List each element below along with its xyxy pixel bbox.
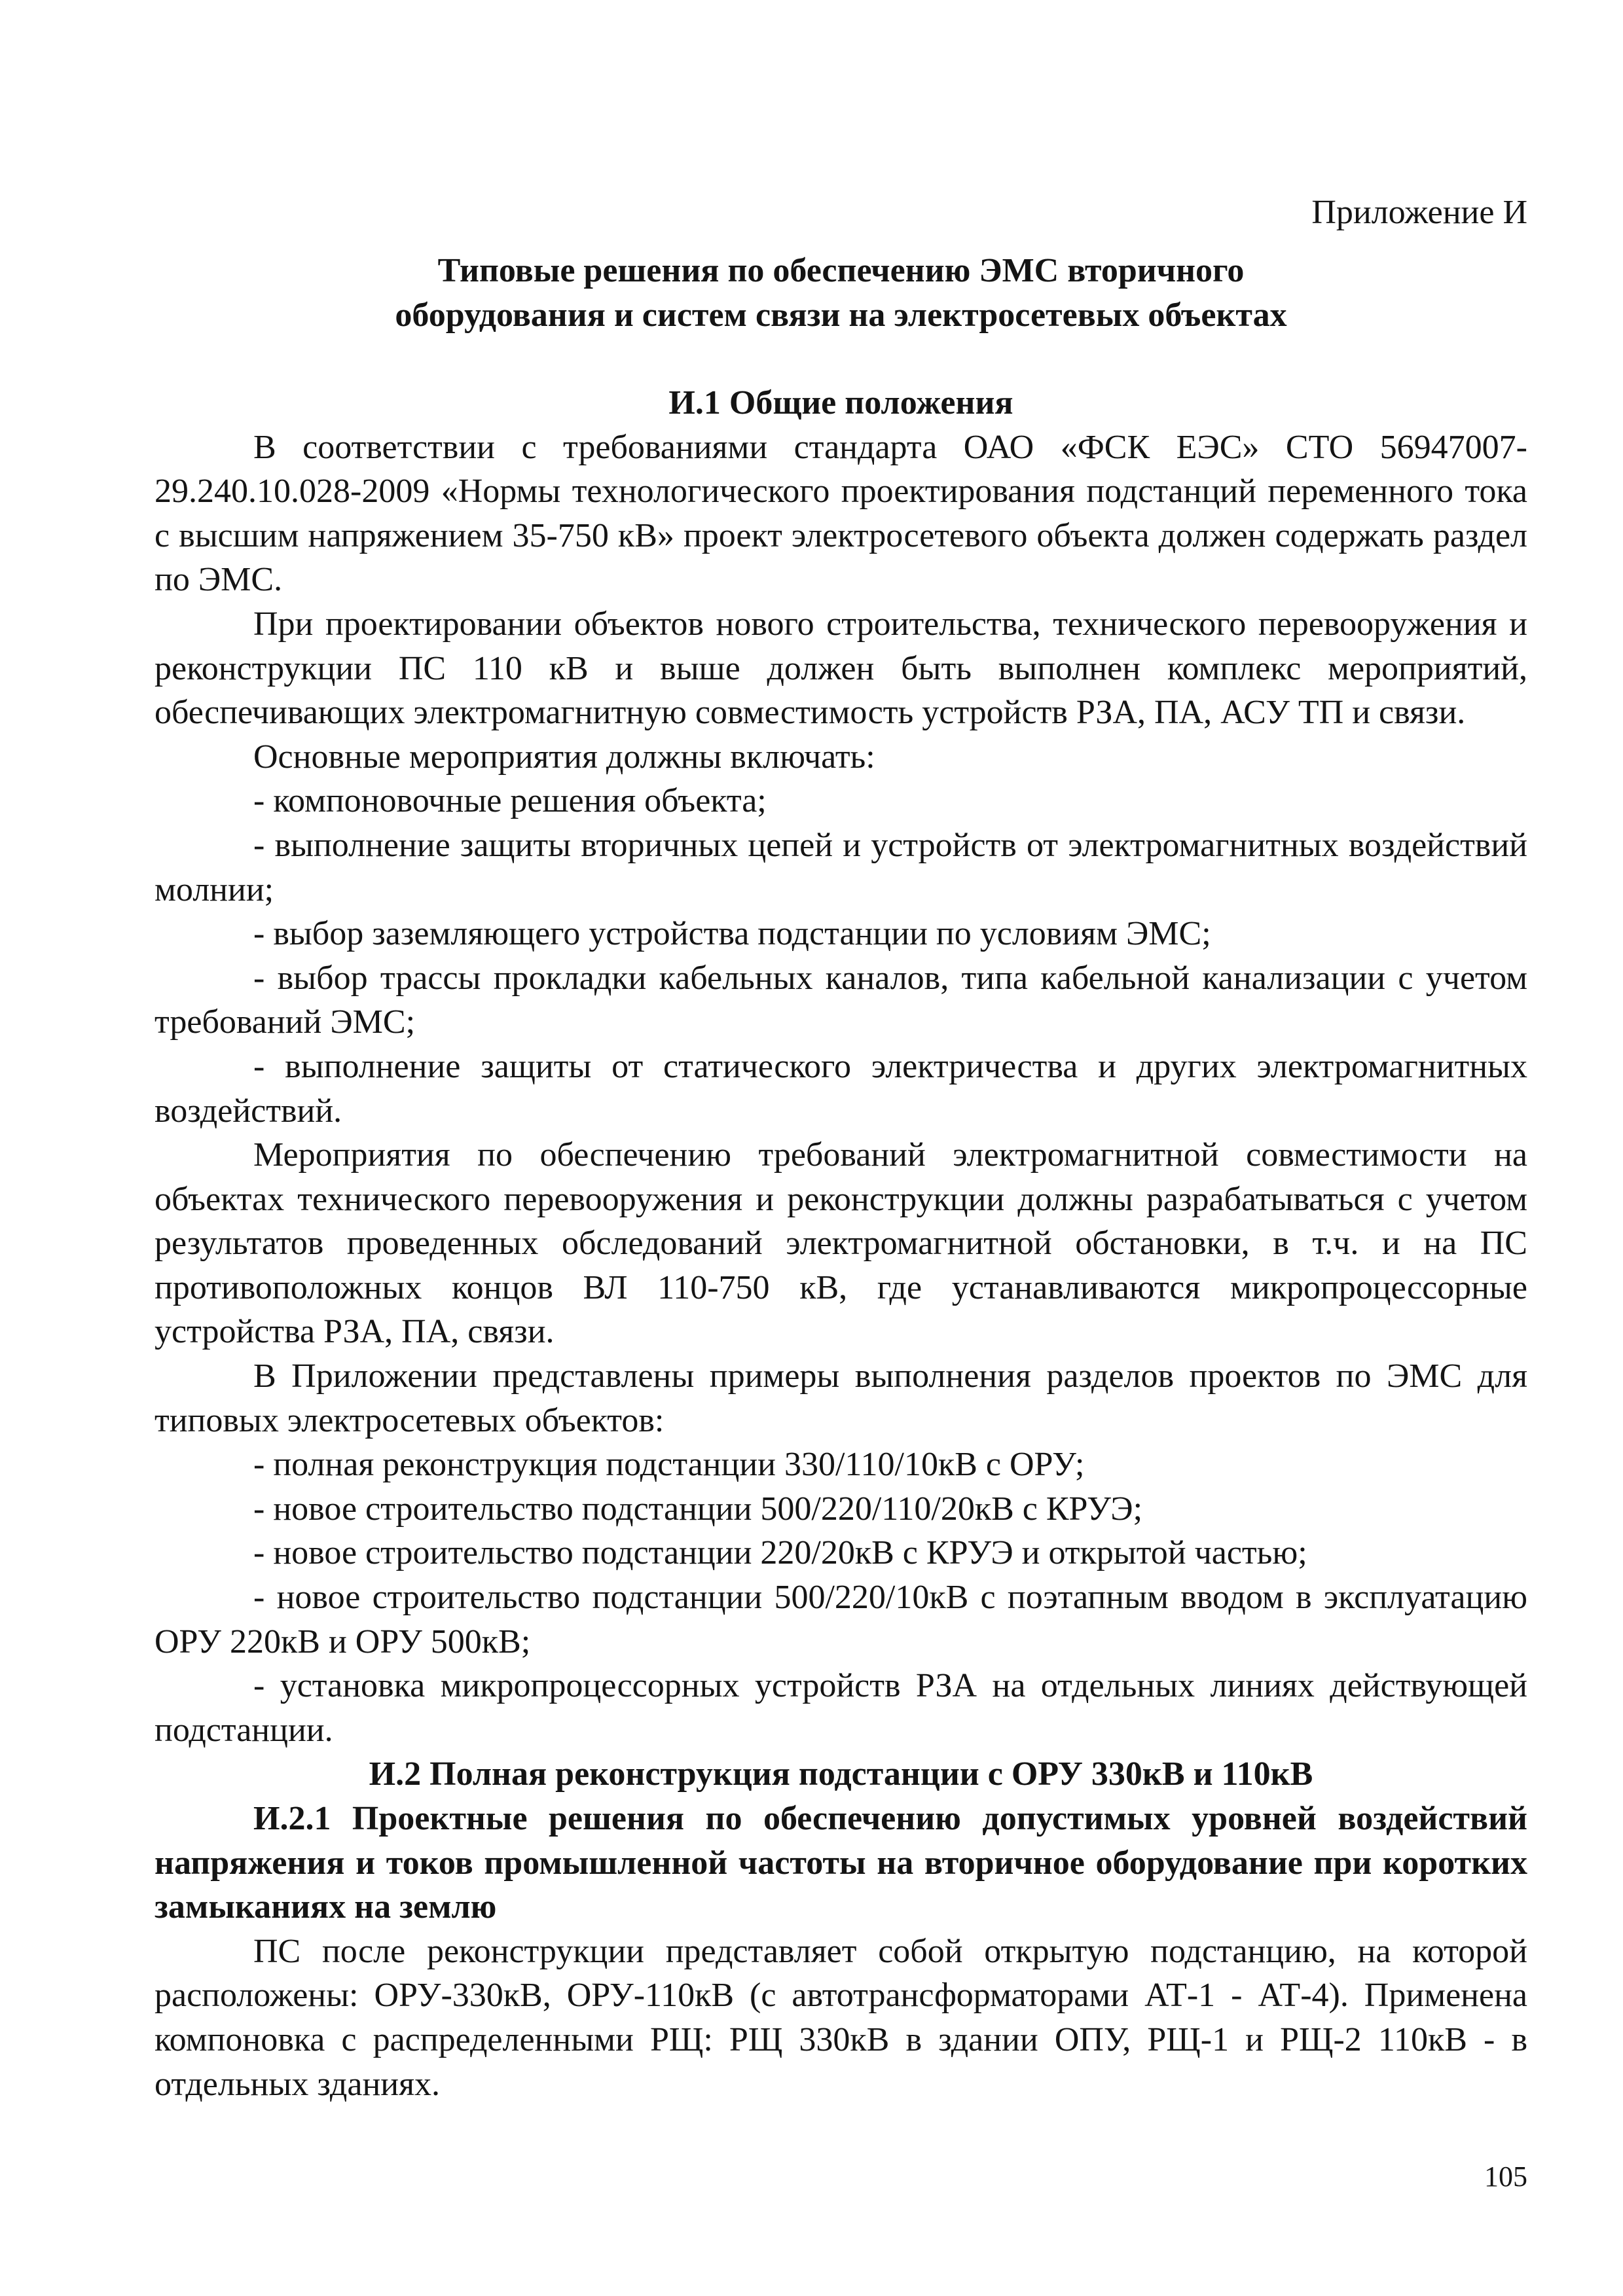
paragraph-substation-description: ПС после реконструкции представляет собой открытую подстанцию, на которой расположены: ОРУ-330кВ, ОРУ-110кВ (с автотрансформаторами АТ-1 - АТ-4). Применена компоновка с распределенными РЩ: РЩ 330кВ в здании ОПУ, РЩ-1 и РЩ-2 110кВ - в отдельных зданиях. bbox=[155, 1932, 1527, 2103]
list-item: - выбор трассы прокладки кабельных каналов, типа кабельной канализации с учетом требований ЭМС; bbox=[155, 959, 1527, 1041]
list-item: - полная реконструкция подстанции 330/110/10кВ с ОРУ; bbox=[253, 1446, 1085, 1484]
list-item: - выполнение защиты вторичных цепей и устройств от электромагнитных воздействий молнии; bbox=[155, 826, 1527, 908]
list-item: - выполнение защиты от статического электричества и других электромагнитных воздействий. bbox=[155, 1047, 1527, 1130]
page-number: 105 bbox=[1484, 2161, 1527, 2193]
paragraph-design-measures: При проектировании объектов нового строительства, технического перевооружения и реконструкции ПС 110 кВ и выше должен быть выполнен комплекс мероприятий, обеспечивающих электромагнитную совместимость устройств РЗА, ПА, АСУ ТП и связи. bbox=[155, 605, 1527, 732]
document-body bbox=[155, 381, 1527, 2106]
document-title-line-1: Типовые решения по обеспечению ЭМС вторичного bbox=[437, 252, 1245, 289]
paragraph-standard-requirements: В соответствии с требованиями стандарта ОАО «ФСК ЕЭС» СТО 56947007-29.240.10.028-2009 «Нормы технологического проектирования подстанций переменного тока с высшим напряжением 35-750 кВ» проект электросетевого объекта должен содержать раздел по ЭМС. bbox=[155, 428, 1527, 599]
list-item: - выбор заземляющего устройства подстанции по условиям ЭМС; bbox=[253, 915, 1211, 953]
list-item: - установка микропроцессорных устройств РЗА на отдельных линиях действующей подстанции. bbox=[155, 1667, 1527, 1749]
paragraph-measures-intro: Основные мероприятия должны включать: bbox=[253, 738, 875, 776]
list-item: - компоновочные решения объекта; bbox=[253, 782, 767, 820]
list-item: - новое строительство подстанции 500/220/110/20кВ с КРУЭ; bbox=[253, 1490, 1143, 1528]
paragraph-examples-intro: В Приложении представлены примеры выполнения разделов проектов по ЭМС для типовых электросетевых объектов: bbox=[155, 1357, 1527, 1439]
appendix-label: Приложение И bbox=[1311, 194, 1527, 231]
list-item: - новое строительство подстанции 220/20кВ с КРУЭ и открытой частью; bbox=[253, 1534, 1307, 1572]
list-item: - новое строительство подстанции 500/220/10кВ с поэтапным вводом в эксплуатацию ОРУ 220кВ и ОРУ 500кВ; bbox=[155, 1579, 1527, 1660]
document-title-line-2: оборудования и систем связи на электросетевых объектах bbox=[395, 296, 1287, 334]
section-1-heading: И.1 Общие положения bbox=[668, 384, 1013, 422]
subsection-2-1-heading: И.2.1 Проектные решения по обеспечению допустимых уровней воздействий напряжения и токов промышленной частоты на вторичное оборудование при коротких замыканиях на землю bbox=[155, 1800, 1527, 1926]
document-title bbox=[155, 249, 1527, 338]
section-2-heading: И.2 Полная реконструкция подстанции с ОРУ 330кВ и 110кВ bbox=[369, 1755, 1313, 1793]
paragraph-emc-requirements: Мероприятия по обеспечению требований электромагнитной совместимости на объектах технического перевооружения и реконструкции должны разрабатываться с учетом результатов проведенных обследований электромагнитной обстановки, в т.ч. и на ПС противоположных концов ВЛ 110-750 кВ, где устанавливаются микропроцессорные устройства РЗА, ПА, связи. bbox=[155, 1136, 1527, 1351]
